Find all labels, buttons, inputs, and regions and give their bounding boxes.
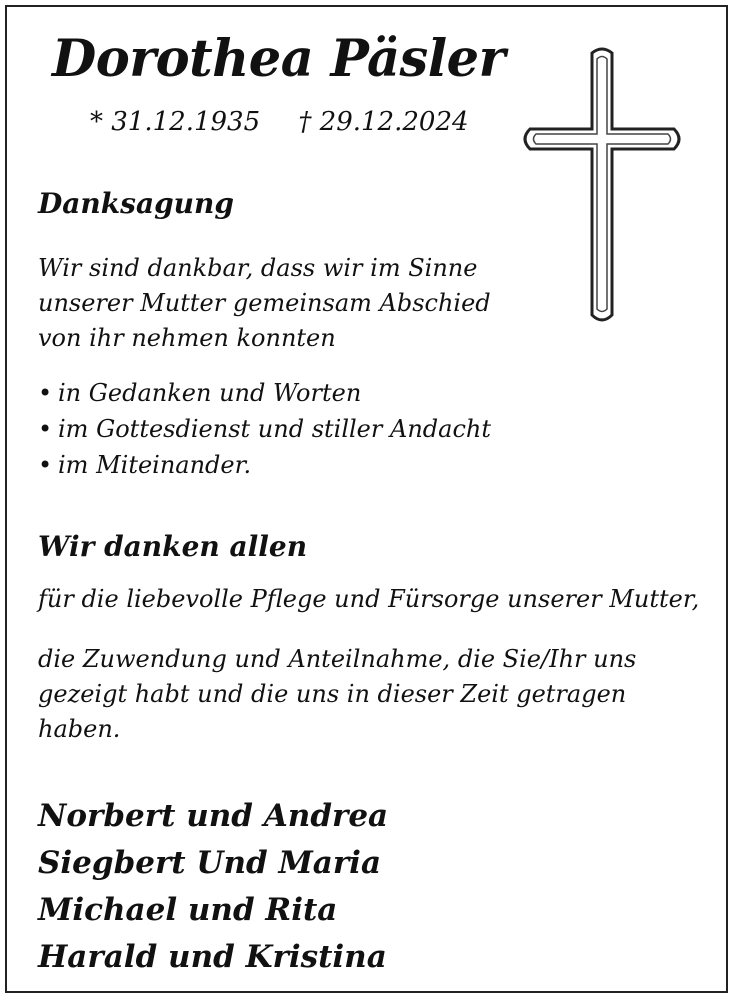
gratitude-paragraph bbox=[38, 642, 636, 747]
life-dates bbox=[90, 109, 469, 135]
thanks-intro-line: unserer Mutter gemeinsam Abschied bbox=[38, 289, 491, 317]
cross-icon bbox=[518, 43, 686, 329]
bullet: • bbox=[38, 451, 53, 479]
signer-name: Harald und Kristina bbox=[38, 939, 387, 975]
signers bbox=[38, 793, 388, 981]
thanks-intro bbox=[38, 251, 491, 356]
gratitude-heading: Wir danken allen bbox=[38, 530, 308, 563]
list-item-text: im Miteinander. bbox=[58, 451, 252, 479]
list-item bbox=[38, 375, 491, 411]
death-date: † 29.12.2024 bbox=[298, 107, 469, 137]
gratitude-paragraph-line: haben. bbox=[38, 715, 121, 743]
gratitude-line: für die liebevolle Pflege und Fürsorge unserer Mutter, bbox=[38, 585, 700, 613]
list-item bbox=[38, 411, 491, 447]
signer-name: Siegbert Und Maria bbox=[38, 845, 382, 881]
bullet: • bbox=[38, 379, 53, 407]
thanks-intro-line: von ihr nehmen konnten bbox=[38, 324, 336, 352]
list-item-text: in Gedanken und Worten bbox=[58, 379, 362, 407]
gratitude-paragraph-line: gezeigt habt und die uns in dieser Zeit getragen bbox=[38, 680, 627, 708]
list-item-text: im Gottesdienst und stiller Andacht bbox=[58, 415, 491, 443]
list-item bbox=[38, 447, 491, 483]
signer-name: Michael und Rita bbox=[38, 892, 338, 928]
deceased-name: Dorothea Päsler bbox=[52, 29, 505, 89]
thanks-heading: Danksagung bbox=[38, 187, 234, 220]
birth-date: * 31.12.1935 bbox=[90, 107, 261, 137]
thanks-list bbox=[38, 375, 491, 483]
bullet: • bbox=[38, 415, 53, 443]
gratitude-paragraph-line: die Zuwendung und Anteilnahme, die Sie/Ihr uns bbox=[38, 645, 637, 673]
thanks-intro-line: Wir sind dankbar, dass wir im Sinne bbox=[38, 254, 478, 282]
signer-name: Norbert und Andrea bbox=[38, 798, 389, 834]
